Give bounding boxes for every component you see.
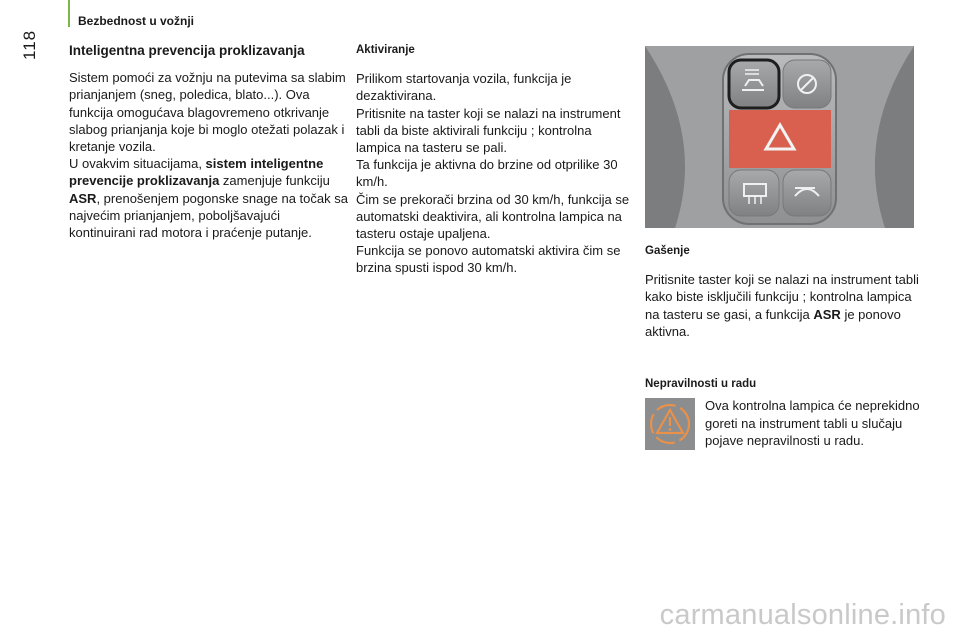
recirculation-button — [783, 170, 831, 216]
article-title: Inteligentna prevencija proklizavanja — [69, 43, 305, 58]
dashboard-switch-photo — [645, 46, 914, 228]
activation-heading: Aktiviranje — [356, 44, 415, 56]
deactivation-text-start: Pritisnite taster koji se nalazi na instrument tabli kako biste isključili funkciju ; kontrolna lampica na tasteru se gasi, a funkcija — [645, 272, 919, 322]
right-column — [645, 243, 920, 340]
asr-label: ASR — [69, 190, 97, 206]
hazard-button — [729, 110, 831, 168]
fault-text: Ova kontrolna lampica će neprekidno goreti na instrument tabli u slučaju pojave nepravilnosti u radu. — [705, 398, 920, 448]
deactivation-text-end: je ponovo aktivna. — [645, 306, 901, 339]
asr-paragraph — [69, 155, 349, 241]
fault-heading: Nepravilnosti u radu — [645, 378, 757, 390]
deactivation-asr-label: ASR — [813, 306, 841, 322]
deactivation-text — [645, 271, 920, 340]
asr-paragraph-mid: zamenjuje funkciju — [219, 173, 330, 189]
page-number: 118 — [20, 29, 39, 60]
section-accent-bar — [68, 0, 70, 27]
asr-paragraph-start: U ovakvim situacijama, — [69, 156, 206, 172]
switch-panel-illustration — [645, 46, 914, 228]
intro-paragraph: Sistem pomoći za vožnju na putevima sa slabim prianjanjem (sneg, poledica, blato...). Ova funkcija omogućava blagovremeno otkrivanje slabog prianjanja koje bi moglo otežati polazak i kretanje vozila. — [69, 70, 346, 155]
deactivation-heading: Gašenje — [645, 245, 690, 257]
asr-paragraph-end: , prenošenjem pogonske snage na točak sa najvećim prianjanjem, poboljšavajući kontinuirani rad motora i praćenje putanje. — [69, 190, 348, 241]
warning-triangle-icon — [645, 398, 695, 450]
section-title: Bezbednost u vožnji — [78, 14, 195, 28]
traction-control-button — [729, 60, 779, 108]
asr-paragraph-bold: sistem inteligentne prevencije proklizavanja — [69, 156, 324, 189]
rear-defrost-button — [729, 170, 779, 216]
watermark: carmanualsonline.info — [659, 599, 946, 631]
left-column — [69, 42, 349, 241]
activation-text: Prilikom startovanja vozila, funkcija je dezaktivirana. Pritisnite na taster koji se nalazi na instrument tabli da biste aktivirali funkciju ; kontrolna lampica na tasteru se pali. Ta funkcija je aktivna do brzine od otprilike 30 km/h. Čim se prekorači brzina od 30 km/h, funkcija se automatski deaktivira, ali kontrolna lampica na tasteru ostaje upaljena. Funkcija se ponovo automatski aktivira čim se brzina spusti ispod 30 km/h. — [356, 71, 630, 276]
middle-column — [356, 42, 631, 277]
